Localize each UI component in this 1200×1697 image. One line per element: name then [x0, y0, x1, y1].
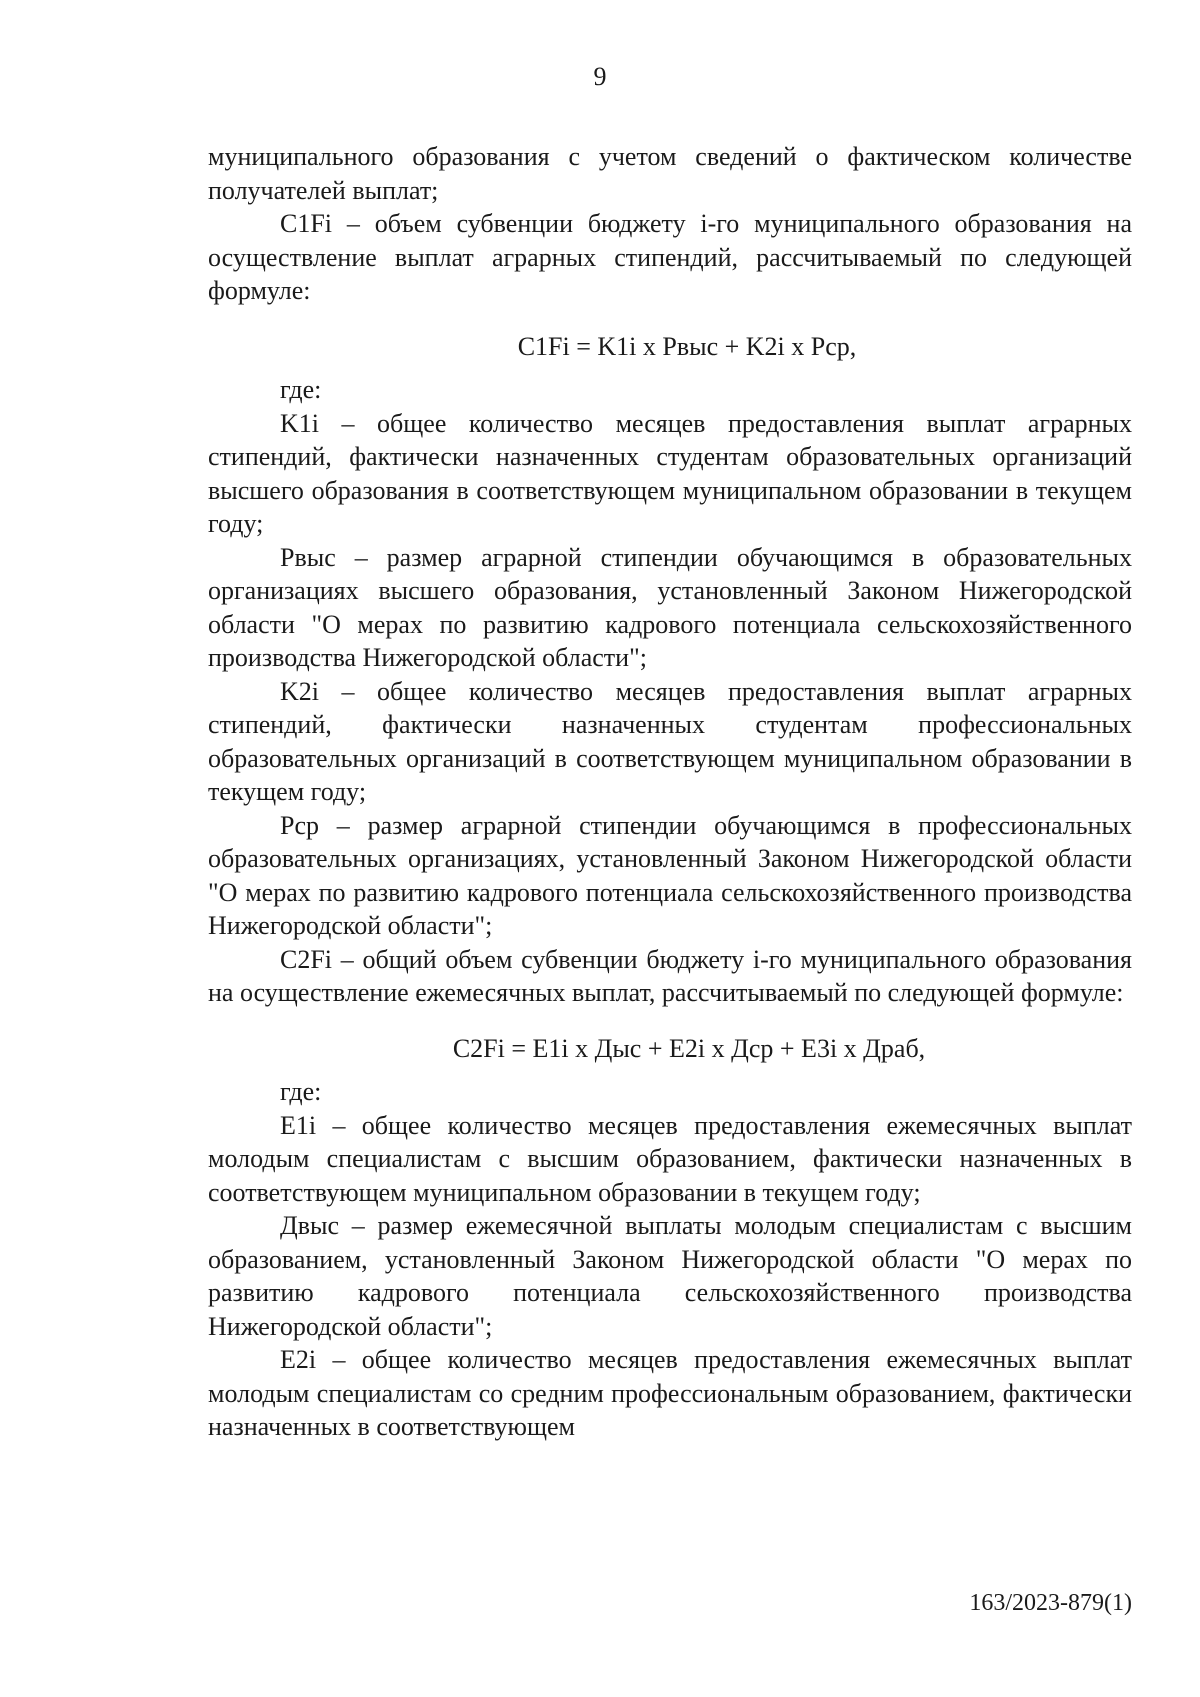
formula-c2fi: C2Fi = E1i x Дыс + E2i x Дср + E3i x Драб, — [452, 1033, 926, 1063]
paragraph-pvys-definition: Pвыс – размер аграрной стипендии обучающимся в образовательных организациях высшего образования, установленный Законом Нижегородской области "О мерах по развитию кадрового потенциала сельскохозяйственного производства Нижегородской области"; — [208, 542, 1132, 672]
paragraph-c2fi-definition: C2Fi – общий объем субвенции бюджету i-го муниципального образования на осуществление ежемесячных выплат, рассчитываемый по следующей формуле: — [208, 944, 1132, 1007]
where-label-2: где: — [280, 1077, 322, 1106]
paragraph-k2i-definition: K2i – общее количество месяцев предоставления выплат аграрных стипендий, фактически назначенных студентам профессиональных образовательных организаций в соответствующем муниципальном образовании в текущем году; — [208, 676, 1132, 806]
paragraph-continuation: муниципального образования с учетом сведений о фактическом количестве получателей выплат; — [208, 142, 1132, 205]
paragraph-dvys-definition: Двыс – размер ежемесячной выплаты молодым специалистам с высшим образованием, установленный Законом Нижегородской области "О мерах по развитию кадрового потенциала сельскохозяйственного производства Нижегородской области"; — [208, 1211, 1132, 1341]
paragraph-psr-definition: Pср – размер аграрной стипендии обучающимся в профессиональных образовательных организациях, установленный Законом Нижегородской области "О мерах по развитию кадрового потенциала сельскохозяйственного производства Нижегородской области"; — [208, 810, 1132, 940]
paragraph-e1i-definition: E1i – общее количество месяцев предоставления ежемесячных выплат молодым специалистам с высшим образованием, фактически назначенных в соответствующем муниципальном образовании в текущем году; — [208, 1110, 1132, 1207]
paragraph-c1fi-definition: C1Fi – объем субвенции бюджету i-го муниципального образования на осуществление выплат аграрных стипендий, рассчитываемый по следующей формуле: — [208, 209, 1132, 305]
paragraph-k1i-definition: K1i – общее количество месяцев предоставления выплат аграрных стипендий, фактически назначенных студентам образовательных организаций высшего образования в соответствующем муниципальном образовании в текущем году; — [208, 408, 1132, 538]
document-body — [208, 140, 1132, 1444]
document-registration-code: 163/2023-879(1) — [969, 1590, 1132, 1616]
where-label-1: где: — [280, 375, 322, 404]
page-number: 9 — [593, 62, 607, 91]
paragraph-e2i-definition: E2i – общее количество месяцев предоставления ежемесячных выплат молодым специалистам со средним профессиональным образованием, фактически назначенных в соответствующем — [208, 1345, 1132, 1441]
formula-c1fi: C1Fi = K1i x Pвыс + K2i x Pср, — [517, 331, 857, 361]
